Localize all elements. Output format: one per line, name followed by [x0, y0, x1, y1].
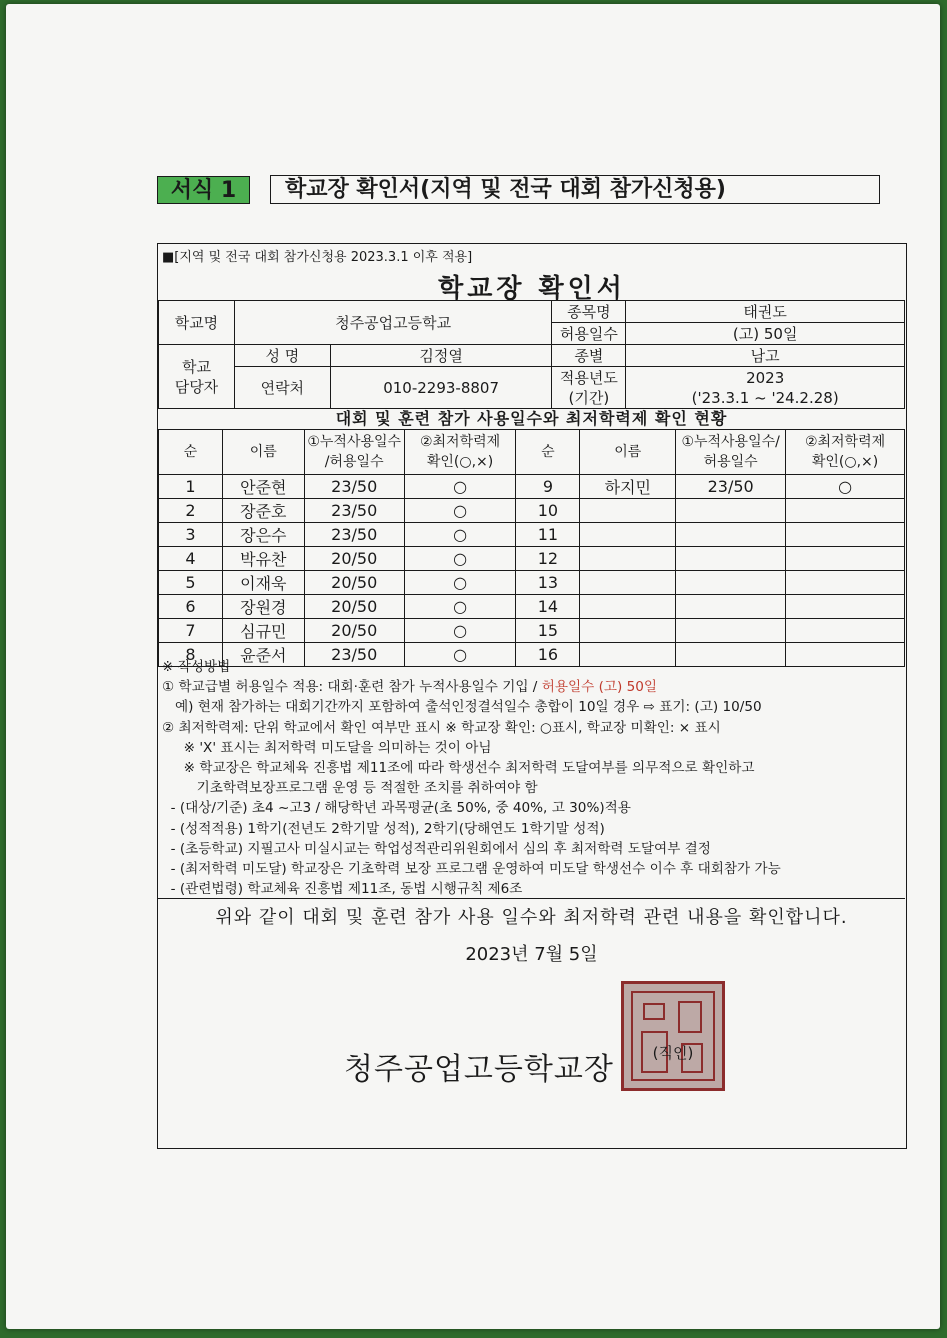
cell-check2: [786, 523, 905, 547]
manager-name-value: 김정열: [330, 345, 552, 367]
notes-heading: ※ 작성방법: [162, 659, 231, 675]
cell-days2: [676, 619, 786, 643]
cell-check: ○: [404, 547, 516, 571]
participation-table: [158, 429, 905, 667]
cell-check: ○: [404, 499, 516, 523]
cell-check2: [786, 499, 905, 523]
header-check: ②최저학력제 확인(○,×): [404, 430, 516, 475]
note-line: 예) 현재 참가하는 대회기간까지 포함하여 출석인정결석일수 총합이 10일 경우 ⇨ 표기: (고) 10/50: [162, 699, 762, 716]
cell-check2: ○: [786, 475, 905, 499]
cell-days2: [676, 523, 786, 547]
cell-no2: 9: [516, 475, 580, 499]
cell-name2: [580, 499, 676, 523]
cell-no2: 12: [516, 547, 580, 571]
allowed-days-highlight: 허용일수 (고) 50일: [541, 679, 658, 696]
table-row: [159, 523, 905, 547]
cell-name2: [580, 523, 676, 547]
allowed-days-label: 허용일수: [552, 323, 626, 345]
cell-days2: [676, 547, 786, 571]
cell-name: 장은수: [222, 523, 304, 547]
cell-check: ○: [404, 643, 516, 667]
cell-days: 20/50: [304, 619, 404, 643]
cell-name: 이재욱: [222, 571, 304, 595]
cell-no: 3: [159, 523, 223, 547]
cell-no: 2: [159, 499, 223, 523]
cell-check: ○: [404, 619, 516, 643]
gender-label: 종별: [552, 345, 626, 367]
cell-days2: [676, 571, 786, 595]
contact-value: 010-2293-8807: [330, 367, 552, 409]
seal-label: (직인): [652, 1044, 694, 1062]
note-line: - (관련법령) 학교체육 진흥법 제11조, 동법 시행규칙 제6조: [162, 881, 523, 898]
cell-no2: 15: [516, 619, 580, 643]
year-value: 2023 ('23.3.1 ~ '24.2.28): [626, 367, 905, 409]
cell-days2: [676, 499, 786, 523]
event-value: 태권도: [626, 301, 905, 323]
cell-check2: [786, 643, 905, 667]
cell-days: 20/50: [304, 547, 404, 571]
cell-name: 장원경: [222, 595, 304, 619]
table-row: [159, 619, 905, 643]
cell-days: 23/50: [304, 475, 404, 499]
table-row: [159, 595, 905, 619]
header-no: 순: [159, 430, 223, 475]
table-row: [159, 499, 905, 523]
cell-no: 5: [159, 571, 223, 595]
year-label: 적용년도 (기간): [552, 367, 626, 409]
cell-days: 23/50: [304, 643, 404, 667]
cell-no: 7: [159, 619, 223, 643]
cell-name: 윤준서: [222, 643, 304, 667]
cell-name: 박유찬: [222, 547, 304, 571]
table-row: [159, 571, 905, 595]
cell-days: 23/50: [304, 499, 404, 523]
seal-pattern-icon: [624, 984, 722, 1088]
header-name-2: 이름: [580, 430, 676, 475]
cell-no: 1: [159, 475, 223, 499]
cell-no2: 10: [516, 499, 580, 523]
issue-date: 2023년 7월 5일: [465, 944, 598, 965]
event-label: 종목명: [552, 301, 626, 323]
cell-no: 8: [159, 643, 223, 667]
header-days-2: ①누적사용일수/ 허용일수: [676, 430, 786, 475]
header-check-2: ②최저학력제 확인(○,×): [786, 430, 905, 475]
cell-no2: 16: [516, 643, 580, 667]
confirmation-statement: 위와 같이 대회 및 훈련 참가 사용 일수와 최저학력 관련 내용을 확인합니다.: [158, 898, 905, 929]
allowed-days-value: (고) 50일: [626, 323, 905, 345]
cell-name: 장준호: [222, 499, 304, 523]
school-info-table: [158, 300, 905, 409]
note-line: - (성적적용) 1학기(전년도 2학기말 성적), 2학기(당해연도 1학기말 성적): [162, 820, 605, 837]
cell-name: 안준현: [222, 475, 304, 499]
official-seal: [621, 981, 725, 1091]
cell-check: ○: [404, 595, 516, 619]
cell-check: ○: [404, 475, 516, 499]
table-header-row: [159, 430, 905, 475]
header-name: 이름: [222, 430, 304, 475]
note-line: ※ 학교장은 학교체육 진흥법 제11조에 따라 학생선수 최저학력 도달여부를 의무적으로 확인하고: [162, 760, 755, 777]
note-line: ② 최저학력제: 단위 학교에서 확인 여부만 표시 ※ 학교장 확인: ○표시, 학교장 미확인: × 표시: [162, 719, 721, 736]
form-label-badge: 서식 1: [157, 176, 250, 204]
manager-label: 학교 담당자: [159, 345, 235, 409]
cell-days2: [676, 595, 786, 619]
table-subtitle: 대회 및 훈련 참가 사용일수와 최저학력제 확인 현황: [335, 409, 728, 428]
cell-check: ○: [404, 523, 516, 547]
note-line: - (대상/기준) 초4 ~고3 / 해당학년 과목평균(초 50%, 중 40%, 고 30%)적용: [162, 800, 631, 817]
note-line: ※ 'X' 표시는 최저학력 미도달을 의미하는 것이 아님: [162, 739, 492, 756]
cell-check2: [786, 595, 905, 619]
writing-instructions: [162, 657, 781, 899]
cell-name2: [580, 619, 676, 643]
school-name-label: 학교명: [159, 301, 235, 345]
cell-days: 23/50: [304, 523, 404, 547]
cell-name2: [580, 571, 676, 595]
cell-days: 20/50: [304, 595, 404, 619]
cell-check2: [786, 547, 905, 571]
cell-days: 20/50: [304, 571, 404, 595]
applicability-note: ■[지역 및 전국 대회 참가신청용 2023.3.1 이후 적용]: [162, 250, 473, 265]
cell-name2: [580, 547, 676, 571]
contact-label: 연락처: [234, 367, 330, 409]
cell-check2: [786, 571, 905, 595]
cell-check2: [786, 619, 905, 643]
cell-no2: 14: [516, 595, 580, 619]
header-days: ①누적사용일수 /허용일수: [304, 430, 404, 475]
principal-signature: 청주공업고등학교장: [344, 1052, 614, 1087]
manager-name-label: 성 명: [234, 345, 330, 367]
cell-name: 심규민: [222, 619, 304, 643]
note-text: ① 학교급별 허용일수 적용: 대회·훈련 참가 누적사용일수 기입 /: [162, 679, 542, 696]
cell-name2: 하지민: [580, 475, 676, 499]
document-title: 학교장 확인서: [438, 274, 626, 304]
cell-no2: 11: [516, 523, 580, 547]
header-no-2: 순: [516, 430, 580, 475]
form-title: 학교장 확인서(지역 및 전국 대회 참가신청용): [270, 175, 880, 204]
cell-check: ○: [404, 571, 516, 595]
school-name-value: 청주공업고등학교: [234, 301, 552, 345]
cell-no: 4: [159, 547, 223, 571]
cell-name2: [580, 595, 676, 619]
cell-days2: 23/50: [676, 475, 786, 499]
confirmation-form: [157, 243, 907, 1149]
gender-value: 남고: [626, 345, 905, 367]
note-line: 기초학력보장프로그램 운영 등 적절한 조치를 취하여야 함: [162, 780, 538, 797]
note-line: - (최저학력 미도달) 학교장은 기초학력 보장 프로그램 운영하여 미도달 학생선수 이수 후 대회참가 가능: [162, 861, 781, 878]
note-line: - (초등학교) 지필고사 미실시교는 학업성적관리위원회에서 심의 후 최저학력 도달여부 결정: [162, 840, 711, 857]
cell-no2: 13: [516, 571, 580, 595]
cell-no: 6: [159, 595, 223, 619]
table-row: [159, 475, 905, 499]
note-line: [162, 677, 781, 697]
table-row: [159, 547, 905, 571]
